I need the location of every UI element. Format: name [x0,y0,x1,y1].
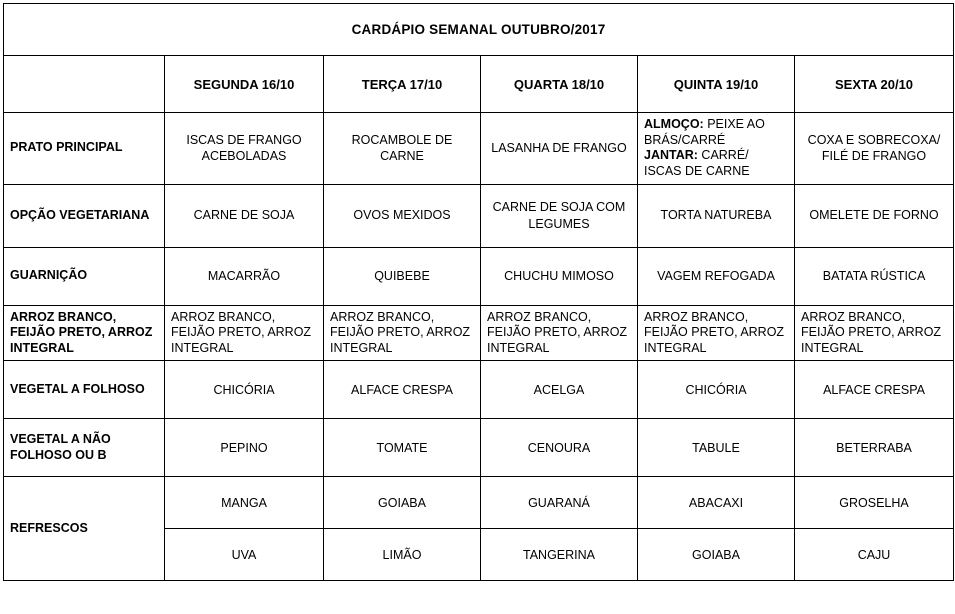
cell-folhoso-monday: CHICÓRIA [165,361,324,419]
cell-refresco2-tuesday: LIMÃO [324,529,481,581]
table-row [4,477,954,529]
cell-folhoso-wednesday: ACELGA [481,361,638,419]
table-row [4,305,954,361]
table-row [4,184,954,247]
page-title: CARDÁPIO SEMANAL OUTUBRO/2017 [4,4,954,56]
cell-prato-principal-wednesday: LASANHA DE FRANGO [481,113,638,185]
cell-vegetariana-monday: CARNE DE SOJA [165,184,324,247]
cell-folhoso-tuesday: ALFACE CRESPA [324,361,481,419]
row-label-vegetal-nao-folhoso: VEGETAL A NÃO FOLHOSO OU B [4,419,165,477]
cell-prato-principal-thursday [638,113,795,185]
cell-guarnicao-friday: BATATA RÚSTICA [795,247,954,305]
column-header-tuesday: TERÇA 17/10 [324,56,481,113]
cell-vegetariana-wednesday: CARNE DE SOJA COM LEGUMES [481,184,638,247]
table-row [4,361,954,419]
cell-guarnicao-thursday: VAGEM REFOGADA [638,247,795,305]
table-row [4,419,954,477]
cell-refresco1-friday: GROSELHA [795,477,954,529]
cell-vegetariana-tuesday: OVOS MEXIDOS [324,184,481,247]
table-row [4,247,954,305]
cell-nao-folhoso-wednesday: CENOURA [481,419,638,477]
cell-arroz-wednesday: ARROZ BRANCO, FEIJÃO PRETO, ARROZ INTEGRAL [481,305,638,361]
cell-prato-principal-tuesday: ROCAMBOLE DE CARNE [324,113,481,185]
column-header-wednesday: QUARTA 18/10 [481,56,638,113]
cell-refresco1-thursday: ABACAXI [638,477,795,529]
cell-arroz-friday: ARROZ BRANCO, FEIJÃO PRETO, ARROZ INTEGRAL [795,305,954,361]
menu-document [0,3,955,614]
cell-vegetariana-friday: OMELETE DE FORNO [795,184,954,247]
cell-folhoso-thursday: CHICÓRIA [638,361,795,419]
lunch-label: ALMOÇO: [644,117,704,131]
row-label-prato-principal: PRATO PRINCIPAL [4,113,165,185]
cell-refresco1-wednesday: GUARANÁ [481,477,638,529]
weekly-menu-table [3,3,954,581]
cell-nao-folhoso-tuesday: TOMATE [324,419,481,477]
cell-nao-folhoso-friday: BETERRABA [795,419,954,477]
cell-nao-folhoso-thursday: TABULE [638,419,795,477]
row-label-refrescos: REFRESCOS [4,477,165,581]
table-row [4,113,954,185]
cell-guarnicao-monday: MACARRÃO [165,247,324,305]
dinner-text: CARRÉ/ ISCAS DE CARNE [644,148,750,178]
cell-nao-folhoso-monday: PEPINO [165,419,324,477]
cell-refresco2-wednesday: TANGERINA [481,529,638,581]
cell-folhoso-friday: ALFACE CRESPA [795,361,954,419]
cell-vegetariana-thursday: TORTA NATUREBA [638,184,795,247]
cell-refresco2-monday: UVA [165,529,324,581]
row-label-arroz-feijao: ARROZ BRANCO, FEIJÃO PRETO, ARROZ INTEGRAL [4,305,165,361]
column-header-monday: SEGUNDA 16/10 [165,56,324,113]
cell-guarnicao-tuesday: QUIBEBE [324,247,481,305]
dinner-label: JANTAR: [644,148,698,163]
cell-refresco1-tuesday: GOIABA [324,477,481,529]
cell-refresco1-monday: MANGA [165,477,324,529]
column-header-thursday: QUINTA 19/10 [638,56,795,113]
cell-prato-principal-monday: ISCAS DE FRANGO ACEBOLADAS [165,113,324,185]
column-header-friday: SEXTA 20/10 [795,56,954,113]
dinner-line [644,148,788,179]
lunch-text: PEIXE AO BRÁS/CARRÉ [644,117,765,147]
cell-refresco2-thursday: GOIABA [638,529,795,581]
row-label-vegetal-folhoso: VEGETAL A FOLHOSO [4,361,165,419]
cell-prato-principal-friday: COXA E SOBRECOXA/ FILÉ DE FRANGO [795,113,954,185]
lunch-line [644,117,788,148]
row-label-guarnicao: GUARNIÇÃO [4,247,165,305]
cell-refresco2-friday: CAJU [795,529,954,581]
row-label-opcao-vegetariana: OPÇÃO VEGETARIANA [4,184,165,247]
cell-arroz-thursday: ARROZ BRANCO, FEIJÃO PRETO, ARROZ INTEGRAL [638,305,795,361]
table-header-row [4,56,954,113]
cell-guarnicao-wednesday: CHUCHU MIMOSO [481,247,638,305]
cell-arroz-monday: ARROZ BRANCO, FEIJÃO PRETO, ARROZ INTEGRAL [165,305,324,361]
header-corner-cell [4,56,165,113]
cell-arroz-tuesday: ARROZ BRANCO, FEIJÃO PRETO, ARROZ INTEGRAL [324,305,481,361]
table-title-row [4,4,954,56]
